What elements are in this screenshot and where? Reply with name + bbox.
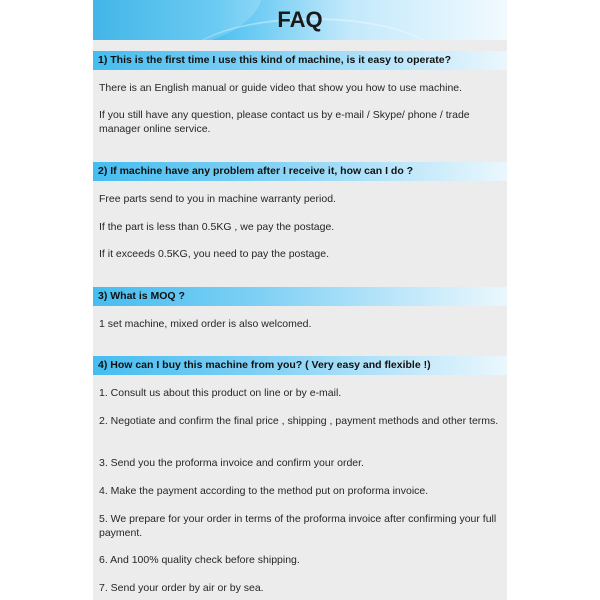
- faq-answer-4-2: 2. Negotiate and confirm the final price , shipping , payment methods and other terms.: [99, 415, 499, 427]
- faq-section-4: [93, 356, 507, 594]
- faq-answer-1-1: There is an English manual or guide video that show you how to use machine.: [99, 82, 463, 94]
- faq-answer-4-3: 3. Send you the proforma invoice and confirm your order.: [99, 457, 364, 469]
- faq-answer-2-2: If the part is less than 0.5KG , we pay the postage.: [99, 221, 335, 233]
- faq-banner: [93, 0, 507, 40]
- faq-answer-4-7: 7. Send your order by air or by sea.: [99, 582, 264, 594]
- faq-answer-4-5: 5. We prepare for your order in terms of the proforma invoice after confirming your full payment.: [99, 513, 497, 539]
- faq-section-1: [93, 51, 507, 135]
- faq-answer-4-4: 4. Make the payment according to the method put on proforma invoice.: [99, 485, 429, 497]
- faq-answer-2-1: Free parts send to you in machine warranty period.: [99, 193, 336, 205]
- faq-answer-1-2: If you still have any question, please contact us by e-mail / Skype/ phone / trade manager online service.: [99, 109, 470, 135]
- faq-question-2: 2) If machine have any problem after I receive it, how can I do ?: [98, 165, 414, 177]
- faq-section-2: [93, 162, 507, 260]
- page-title: FAQ: [277, 7, 323, 32]
- faq-question-bar: [93, 51, 507, 70]
- faq-sheet: [93, 0, 507, 600]
- faq-answer-2-3: If it exceeds 0.5KG, you need to pay the postage.: [99, 248, 329, 260]
- faq-question-bar: [93, 162, 507, 181]
- faq-answer-4-6: 6. And 100% quality check before shipping.: [99, 554, 300, 566]
- faq-question-bar: [93, 287, 507, 306]
- faq-answer-3-1: 1 set machine, mixed order is also welcomed.: [99, 318, 312, 330]
- faq-section-3: [93, 287, 507, 330]
- faq-question-bar: [93, 356, 507, 375]
- faq-question-4: 4) How can I buy this machine from you? ( Very easy and flexible !): [98, 359, 431, 371]
- faq-question-1: 1) This is the first time I use this kind of machine, is it easy to operate?: [98, 54, 452, 66]
- faq-answer-4-1: 1. Consult us about this product on line or by e-mail.: [99, 387, 342, 399]
- faq-question-3: 3) What is MOQ ?: [98, 290, 185, 302]
